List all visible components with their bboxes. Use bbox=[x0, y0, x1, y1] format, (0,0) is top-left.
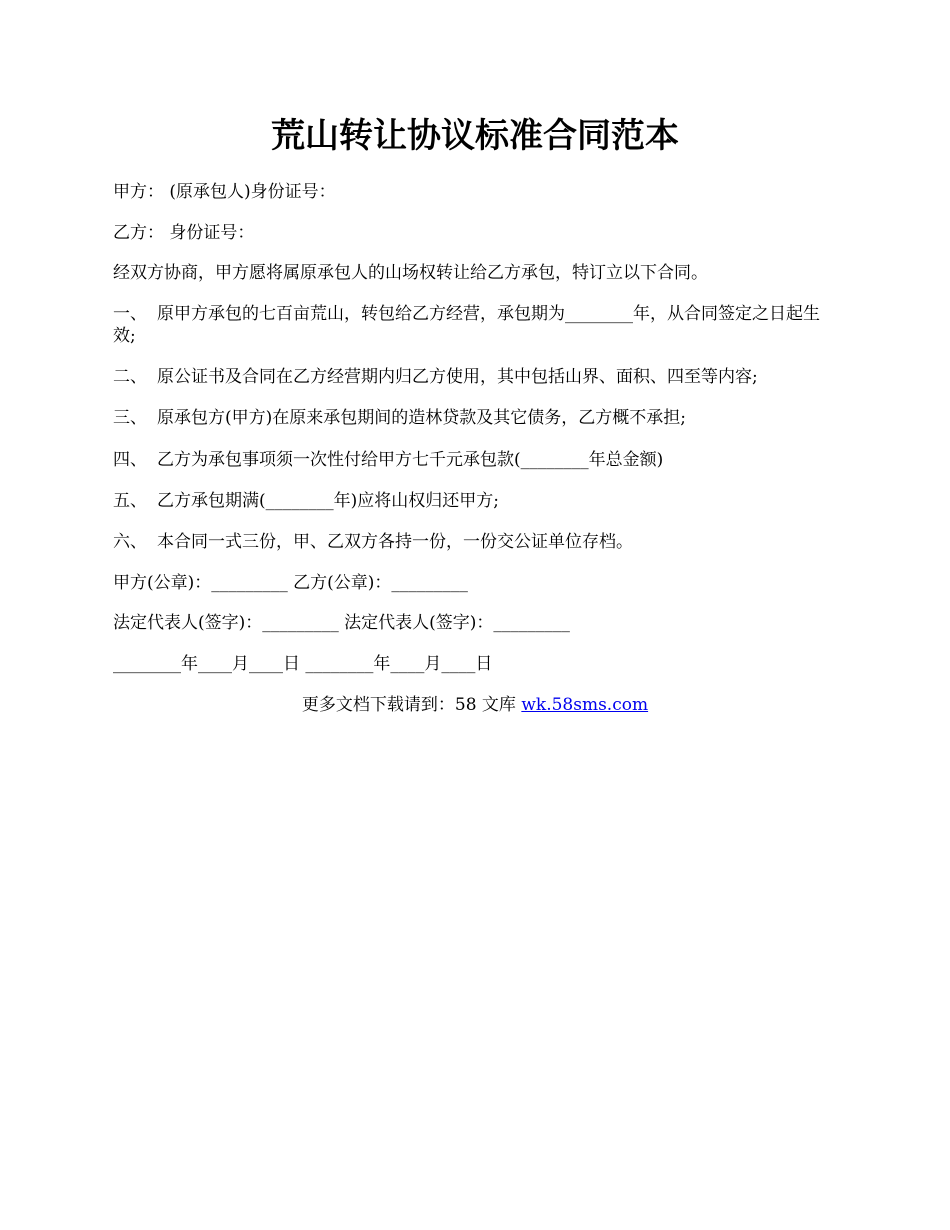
clause-number: 一、 bbox=[113, 304, 147, 324]
party-a-line: 甲方： (原承包人)身份证号： bbox=[113, 182, 336, 202]
clause-number: 五、 bbox=[113, 491, 147, 511]
clause-number: 二、 bbox=[113, 367, 147, 387]
clause-text: 乙方承包期满(________年)应将山权归还甲方; bbox=[157, 491, 499, 511]
clause-number: 三、 bbox=[113, 408, 147, 428]
document-title: 荒山转让协议标准合同范本 bbox=[271, 116, 679, 156]
clause-4 bbox=[113, 449, 833, 471]
intro-paragraph: 经双方协商，甲方愿将属原承包人的山场权转让给乙方承包，特订立以下合同。 bbox=[113, 263, 708, 283]
seal-line: 甲方(公章)：_________ 乙方(公章)：_________ bbox=[113, 573, 468, 593]
clause-number: 四、 bbox=[113, 450, 147, 470]
clause-text: 原公证书及合同在乙方经营期内归乙方使用，其中包括山界、面积、四至等内容; bbox=[157, 367, 758, 387]
clause-2 bbox=[113, 366, 833, 388]
clause-5 bbox=[113, 490, 833, 512]
clause-text: 本合同一式三份，甲、乙双方各持一份，一份交公证单位存档。 bbox=[157, 532, 633, 552]
party-b-line: 乙方： 身份证号： bbox=[113, 223, 255, 243]
clause-text: 原承包方(甲方)在原来承包期间的造林贷款及其它债务，乙方概不承担; bbox=[157, 408, 686, 428]
clause-number: 六、 bbox=[113, 532, 147, 552]
clause-1 bbox=[113, 303, 833, 347]
date-line: ________年____月____日 ________年____月____日 bbox=[113, 654, 493, 674]
clause-text: 乙方为承包事项须一次性付给甲方七千元承包款(________年总金额) bbox=[157, 450, 664, 470]
clause-text: 原甲方承包的七百亩荒山，转包给乙方经营，承包期为________年，从合同签定之日起生效; bbox=[113, 304, 820, 346]
clause-3 bbox=[113, 407, 833, 429]
footer-download-note bbox=[0, 694, 950, 716]
clause-6 bbox=[113, 531, 833, 553]
footer-link[interactable]: wk.58sms.com bbox=[521, 695, 649, 715]
footer-prefix: 更多文档下载请到：58 文库 bbox=[301, 695, 522, 715]
representative-line: 法定代表人(签字)：_________ 法定代表人(签字)：_________ bbox=[113, 613, 570, 633]
